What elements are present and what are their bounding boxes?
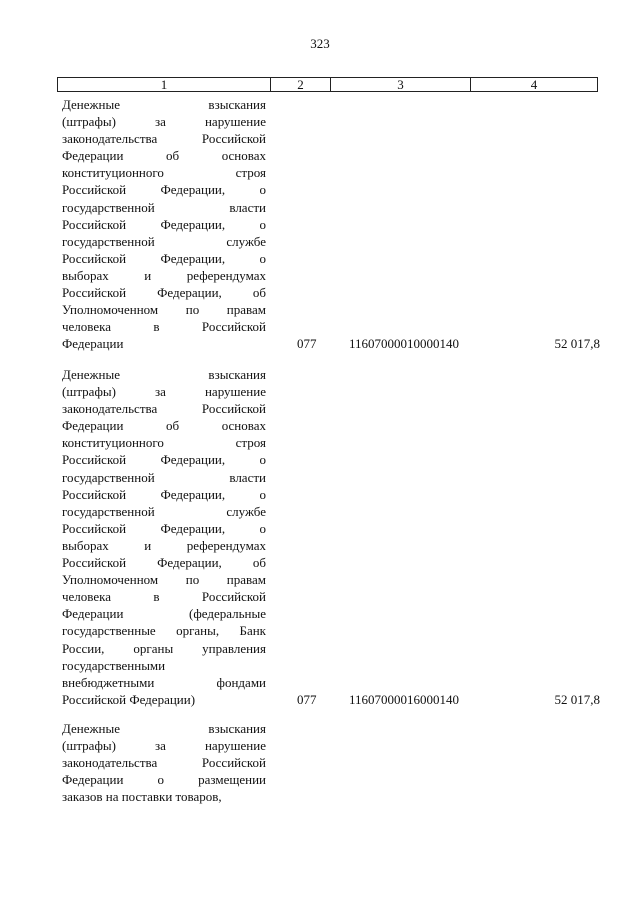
description-line: Федерации об основах [62,148,266,164]
description-line: Российской Федерации) [62,691,196,707]
row-code: 077 [297,336,317,352]
description-line: Денежные взыскания [62,367,266,382]
description-line: (штрафы) за нарушение [62,384,266,400]
description-line: государственной власти [62,469,266,485]
row-amount: 52 017,8 [554,336,600,352]
description-line: Федерации [62,336,124,352]
description-line: выборах и референдумах [62,267,266,283]
row-description [62,366,266,708]
row-description [62,96,266,352]
column-header-4: 4 [530,77,538,92]
description-line: государственные органы, Банк [62,623,266,639]
description-line: Уполномоченном по правам [62,302,266,318]
description-line: конституционного строя [62,435,266,451]
column-header-3: 3 [331,78,471,91]
description-line: Федерации (федеральные [62,606,266,622]
row-description [62,720,266,805]
description-line: Федерации об основах [62,418,266,434]
description-line: Российской Федерации, о [62,452,266,468]
description-line: Российской Федерации, об [62,555,266,571]
description-line: человека в Российской [62,319,266,335]
row-kbk: 11607000010000140 [349,336,460,352]
description-line: Уполномоченном по правам [62,572,266,588]
description-line: законодательства Российской [62,755,266,771]
description-line: выборах и референдумах [62,537,266,553]
row-kbk: 11607000016000140 [349,691,460,707]
description-line: (штрафы) за нарушение [62,114,266,130]
column-header-2: 2 [271,78,331,91]
description-line: законодательства Российской [62,401,266,417]
description-line: государственными [62,657,166,673]
description-line: внебюджетными фондами [62,674,266,690]
table-header-row [57,77,598,92]
description-line: (штрафы) за нарушение [62,738,266,754]
description-line: Российской Федерации, о [62,182,266,198]
description-line: конституционного строя [62,165,266,181]
description-line: Российской Федерации, о [62,486,266,502]
description-line: Денежные взыскания [62,97,266,112]
description-line: Российской Федерации, о [62,216,266,232]
description-line: государственной службе [62,503,266,519]
table-row [62,96,602,352]
description-line: Российской Федерации, об [62,285,266,301]
description-line: государственной власти [62,199,266,215]
row-code: 077 [297,691,317,707]
description-line: государственной службе [62,233,266,249]
description-line: заказов на поставки товаров, [62,789,222,805]
description-line: Российской Федерации, о [62,250,266,266]
description-line: Денежные взыскания [62,721,266,736]
table-row [62,720,602,805]
description-line: Российской Федерации, о [62,520,266,536]
description-line: Федерации о размещении [62,772,266,788]
page-number: 323 [310,36,330,51]
column-header-1: 1 [58,78,271,91]
description-line: законодательства Российской [62,131,266,147]
description-line: России, органы управления [62,640,266,656]
table-row [62,366,602,708]
description-line: человека в Российской [62,589,266,605]
row-amount: 52 017,8 [554,691,600,707]
